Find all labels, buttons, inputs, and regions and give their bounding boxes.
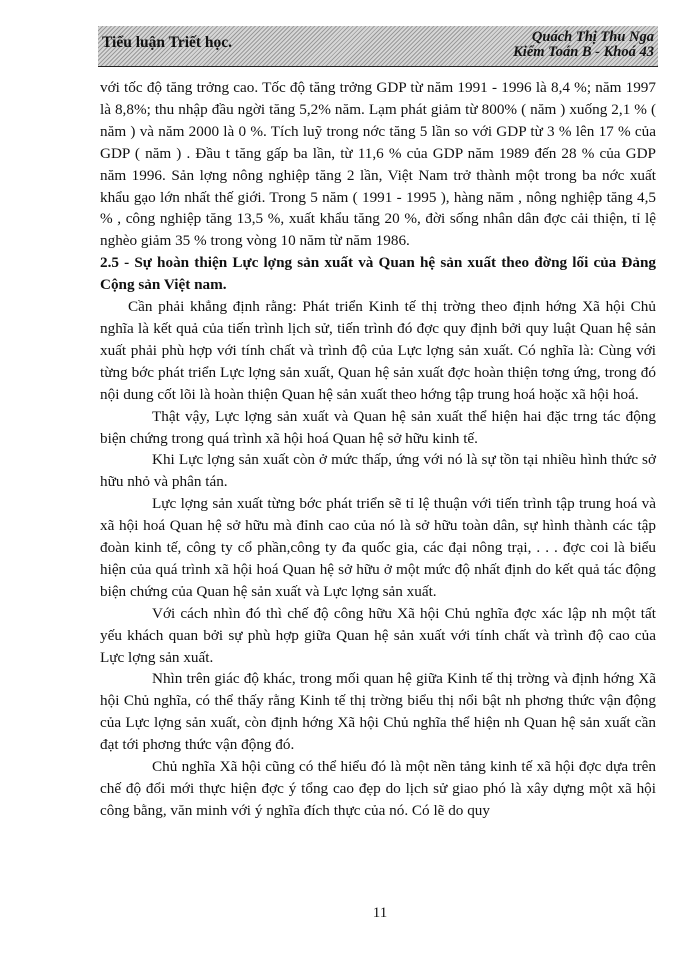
- paragraph: Thật vậy, Lực lợng sản xuất và Quan hệ sản xuất thể hiện hai đặc trng tác động biện chứng trong quá trình xã hội hoá Quan hệ sở hữu kinh tế.: [100, 407, 656, 447]
- paragraph: Nhìn trên giác độ khác, trong mối quan hệ giữa Kinh tế thị trờng và định hớng Xã hội Chủ nghĩa, có thể thấy rằng Kinh tế thị trờng biểu thị nổi bật nh phơng thức vận động của Lực lợng sản xuất, còn định hớng Xã hội Chủ nghĩa thể hiện nh Quan hệ sản xuất cần đạt tới phơng thức vận động đó.: [100, 670, 656, 754]
- paragraph: Khi Lực lợng sản xuất còn ở mức thấp, ứng với nó là sự tồn tại nhiều hình thức sở hữu nhỏ và phân tán.: [100, 451, 656, 491]
- author-block: [513, 30, 654, 60]
- page-body: [100, 77, 656, 822]
- page-header: [98, 26, 658, 67]
- paragraph: Với cách nhìn đó thì chế độ công hữu Xã hội Chủ nghĩa đợc xác lập nh một tất yếu khách quan bởi sự phù hợp giữa Quan hệ sản xuất với tính chất và trình độ cao của Lực lợng sản xuất.: [100, 604, 656, 666]
- paragraph: Chủ nghĩa Xã hội cũng có thể hiểu đó là một nền tảng kinh tế xã hội đợc dựa trên chế độ đổi mới thực hiện đợc ý tổng cao đẹp do lịch sử giao phó là xây dựng một xã hội công bằng, văn minh với ý nghĩa đích thực của nó. Có lẽ do quy: [100, 758, 656, 819]
- paragraph-continued: với tốc độ tăng trởng cao. Tốc độ tăng trởng GDP từ năm 1991 - 1996 là 8,4 %; năm 1997 là 8,8%; thu nhập đầu ngời tăng 5,2% năm. Lạm phát giảm từ 800% ( năm ) xuống 2,1 % ( năm ) và năm 2000 là 0 %. Tích luỹ trong nớc tăng 5 lần so với GDP từ 3 % lên 17 % của GDP ( năm ) . Đầu t tăng gấp ba lần, từ 11,6 % của GDP năm 1989 đến 28 % của GDP năm 1996. Sản lợng nông nghiệp tăng 2 lần, Việt Nam trở thành một trong ba nớc xuất khẩu gạo lớn nhất thế giới. Trong 5 năm ( 1991 - 1995 ), hàng năm , nông nghiệp tăng 4,5 % , công nghiệp tăng 13,5 %, xuất khẩu tăng 20 %, đời sống nhân dân đợc cải thiện, tỉ lệ nghèo giảm 35 % trong vòng 10 năm từ năm 1986.: [100, 79, 656, 250]
- author-name: Quách Thị Thu Nga: [531, 29, 654, 45]
- page-number: 11: [372, 905, 388, 921]
- document-title: Tiểu luận Triết học.: [102, 34, 233, 51]
- paragraph: Cần phải khẳng định rằng: Phát triển Kinh tế thị trờng theo định hớng Xã hội Chủ nghĩa là kết quả của tiến trình lịch sử, tiến trình đó đợc quy định bởi quy luật Quan hệ sản xuất phải phù hợp với tính chất và trình độ của Lực lợng sản xuất. Có nghĩa là: Cùng với từng bớc phát triển Lực lợng sản xuất, Quan hệ sản xuất đợc hoàn thiện tơng ứng, trong đó nội dung cốt lõi là hoàn thiện Quan hệ sản xuất theo hớng tập trung hoá hoặc xã hội hoá.: [100, 298, 656, 403]
- author-class: Kiểm Toán B - Khoá 43: [513, 44, 654, 60]
- section-heading: 2.5 - Sự hoàn thiện Lực lợng sản xuất và Quan hệ sản xuất theo đờng lối của Đảng Cộng sản Việt nam.: [100, 254, 656, 294]
- paragraph: Lực lợng sản xuất từng bớc phát triển sẽ tỉ lệ thuận với tiến trình tập trung hoá và xã hội hoá Quan hệ sở hữu mà đỉnh cao của nó là sở hữu toàn dân, sự hình thành các tập đoàn kinh tế, công ty cổ phần,công ty đa quốc gia, các đại nông trại, . . . đợc coi là biểu hiện của quá trình xã hội hoá Quan hệ sở hữu ở một mức độ nhất định do kết quả tác động biện chứng của Quan hệ sản xuất và Lực lợng sản xuất.: [100, 495, 656, 600]
